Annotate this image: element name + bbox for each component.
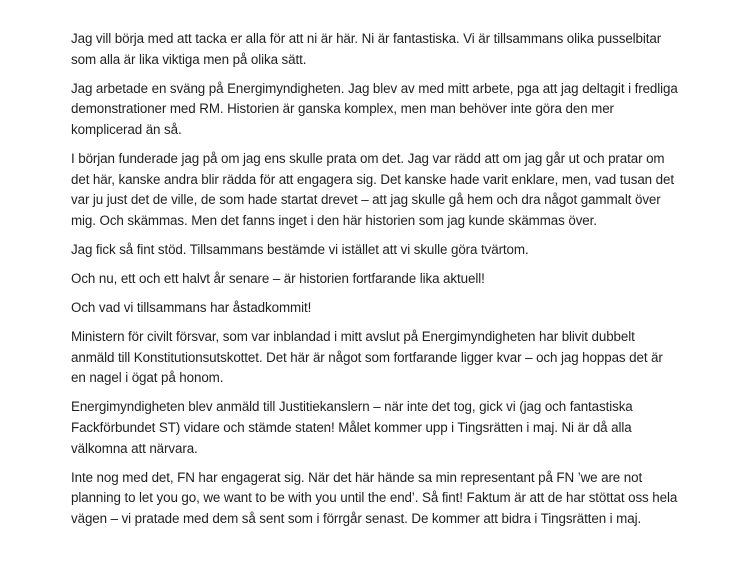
paragraph: Och nu, ett och ett halvt år senare – är historien fortfarande lika aktuell!: [71, 270, 485, 286]
paragraph: Ministern för civilt försvar, som var inblandad i mitt avslut på Energimyndigheten har blivit dubbelt anmäld till Konstitutionsutskottet. Det här är något som fortfarande ligger kvar – och jag hoppas det är en nagel i ögat på honom.: [71, 329, 663, 386]
paragraph: Jag vill börja med att tacka er alla för att ni är här. Ni är fantastiska. Vi är tillsammans olika pusselbitar som alla är lika viktiga men på olika sätt.: [71, 31, 662, 67]
paragraph: Och vad vi tillsammans har åstadkommit!: [71, 300, 312, 316]
paragraph: Inte nog med det, FN har engagerat sig. När det här hände sa min representant på FN ’we are not planning to let you go, we want to be with you until the end’. Så fint! Faktum är att de har stöttat oss hela vägen – vi pratade med dem så sent som i förrgår senast. De kommer att bidra i Tingsrätten i maj.: [71, 469, 678, 526]
document-body: [71, 29, 681, 538]
paragraph: I början funderade jag på om jag ens skulle prata om det. Jag var rädd att om jag går ut och pratar om det här, kanske andra blir rädda för att engagera sig. Det kanske hade varit enklare, men, vad tusan det var ju just det de ville, de som hade startat drevet – att jag skulle gå hem och dra något gammalt över mig. Och skämmas. Men det fanns inget i den här historien som jag kunde skämmas över.: [71, 150, 674, 228]
paragraph: Jag arbetade en sväng på Energimyndigheten. Jag blev av med mitt arbete, pga att jag deltagit i fredliga demonstrationer med RM. Historien är ganska komplex, men man behöver inte göra den mer komplicerad än så.: [71, 80, 678, 137]
paragraph: Energimyndigheten blev anmäld till Justitiekanslern – när inte det tog, gick vi (jag och fantastiska Fackförbundet ST) vidare och stämde staten! Målet kommer upp i Tingsrätten i maj. Ni är då alla välkomna att närvara.: [71, 399, 633, 456]
paragraph: Jag fick så fint stöd. Tillsammans bestämde vi istället att vi skulle göra tvärtom.: [71, 241, 529, 257]
